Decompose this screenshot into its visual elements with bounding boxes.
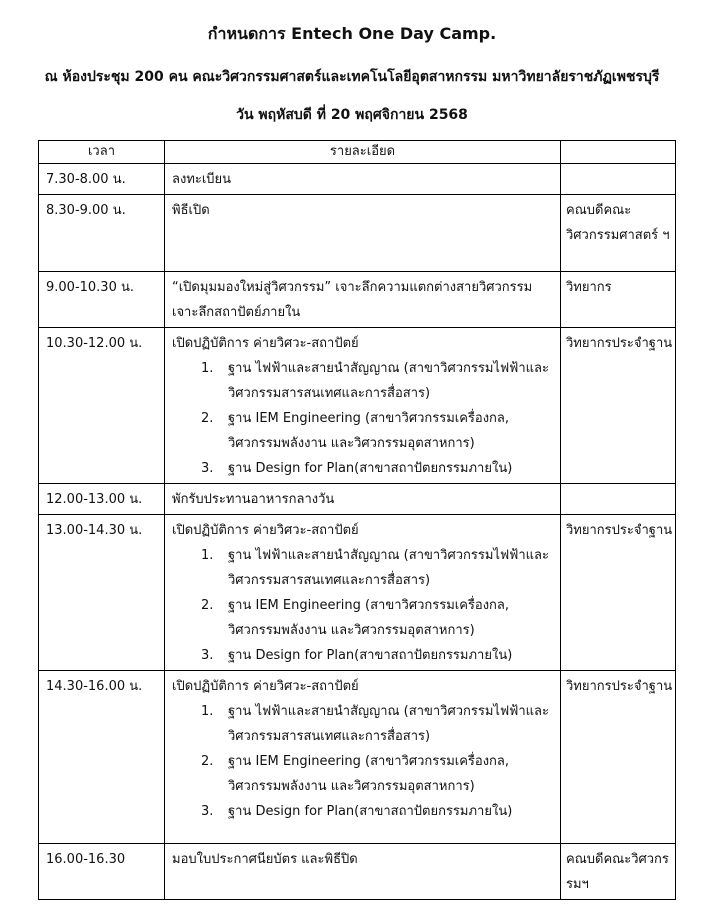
station-number: 3. xyxy=(201,804,214,819)
station-item xyxy=(172,543,554,593)
table-row xyxy=(39,195,676,272)
activity-title: เปิดปฏิบัติการ ค่ายวิศวะ-สถาปัตย์ xyxy=(172,523,359,538)
station-text: ฐาน ไฟฟ้าและสายนำสัญญาณ (สาขาวิศวกรรมไฟฟ้าและวิศวกรรมสารสนเทศและการสื่อสาร) xyxy=(228,704,550,744)
row-detail: ลงทะเบียน xyxy=(165,164,561,195)
row-responsible: วิทยากรประจำฐาน xyxy=(561,328,676,484)
table-row xyxy=(39,484,676,515)
station-item xyxy=(172,593,554,643)
row-responsible: คณบดีคณะวิศวกรรมศาสตร์ ฯ xyxy=(561,195,676,272)
station-item xyxy=(172,356,554,406)
row-detail xyxy=(165,328,561,484)
station-item xyxy=(172,799,554,824)
station-number: 3. xyxy=(201,648,214,663)
row-time: 7.30-8.00 น. xyxy=(39,164,165,195)
station-list xyxy=(172,699,554,824)
station-item xyxy=(172,699,554,749)
row-detail: “เปิดมุมมองใหม่สู่วิศวกรรม” เจาะลึกความแตกต่างสายวิศวกรรม เจาะลึกสถาปัตย์ภายใน xyxy=(165,272,561,328)
row-responsible xyxy=(561,484,676,515)
row-detail xyxy=(165,671,561,844)
venue-line: ณ ห้องประชุม 200 คน คณะวิศวกรรมศาสตร์และเทคโนโลยีอุตสาหกรรม มหาวิทยาลัยราชภัฏเพชรบุรี xyxy=(44,69,660,85)
row-time: 8.30-9.00 น. xyxy=(39,195,165,272)
station-text: ฐาน Design for Plan(สาขาสถาปัตยกรรมภายใน) xyxy=(228,648,513,663)
row-time: 14.30-16.00 น. xyxy=(39,671,165,844)
station-text: ฐาน ไฟฟ้าและสายนำสัญญาณ (สาขาวิศวกรรมไฟฟ้าและวิศวกรรมสารสนเทศและการสื่อสาร) xyxy=(228,548,550,588)
activity-title: เปิดปฏิบัติการ ค่ายวิศวะ-สถาปัตย์ xyxy=(172,336,359,351)
row-time: 13.00-14.30 น. xyxy=(39,515,165,671)
row-detail: พิธีเปิด xyxy=(165,195,561,272)
station-number: 3. xyxy=(201,461,214,476)
station-text: ฐาน IEM Engineering (สาขาวิศวกรรมเครื่องกล, วิศวกรรมพลังงาน และวิศวกรรมอุตสาหการ) xyxy=(228,598,510,638)
station-item xyxy=(172,406,554,456)
station-text: ฐาน IEM Engineering (สาขาวิศวกรรมเครื่องกล, วิศวกรรมพลังงาน และวิศวกรรมอุตสาหการ) xyxy=(228,411,510,451)
station-number: 1. xyxy=(201,548,214,563)
date-line: วัน พฤหัสบดี ที่ 20 พฤศจิกายน 2568 xyxy=(236,107,468,123)
row-time: 16.00-16.30 xyxy=(39,844,165,900)
row-detail: มอบใบประกาศนียบัตร และพิธีปิด xyxy=(165,844,561,900)
schedule-table xyxy=(38,140,676,900)
table-row xyxy=(39,272,676,328)
header-time: เวลา xyxy=(39,141,165,164)
station-number: 2. xyxy=(201,754,214,769)
station-text: ฐาน Design for Plan(สาขาสถาปัตยกรรมภายใน) xyxy=(228,461,513,476)
station-text: ฐาน ไฟฟ้าและสายนำสัญญาณ (สาขาวิศวกรรมไฟฟ้าและวิศวกรรมสารสนเทศและการสื่อสาร) xyxy=(228,361,550,401)
table-header-row xyxy=(39,141,676,164)
station-text: ฐาน IEM Engineering (สาขาวิศวกรรมเครื่องกล, วิศวกรรมพลังงาน และวิศวกรรมอุตสาหการ) xyxy=(228,754,510,794)
row-responsible: วิทยากรประจำฐาน xyxy=(561,671,676,844)
table-row xyxy=(39,844,676,900)
row-responsible: คณบดีคณะวิศวกรรมฯ xyxy=(561,844,676,900)
station-number: 2. xyxy=(201,411,214,426)
row-responsible: วิทยากร xyxy=(561,272,676,328)
station-item xyxy=(172,749,554,799)
table-row xyxy=(39,515,676,671)
station-number: 2. xyxy=(201,598,214,613)
row-responsible: วิทยากรประจำฐาน xyxy=(561,515,676,671)
station-item xyxy=(172,643,554,668)
station-text: ฐาน Design for Plan(สาขาสถาปัตยกรรมภายใน) xyxy=(228,804,513,819)
station-list xyxy=(172,543,554,668)
row-time: 12.00-13.00 น. xyxy=(39,484,165,515)
document-title: กำหนดการ Entech One Day Camp. xyxy=(207,24,497,43)
header-responsible xyxy=(561,141,676,164)
table-row xyxy=(39,671,676,844)
table-row xyxy=(39,328,676,484)
row-detail xyxy=(165,515,561,671)
station-item xyxy=(172,456,554,481)
station-number: 1. xyxy=(201,704,214,719)
row-responsible xyxy=(561,164,676,195)
row-time: 9.00-10.30 น. xyxy=(39,272,165,328)
header-details: รายละเอียด xyxy=(165,141,561,164)
station-list xyxy=(172,356,554,481)
row-detail: พักรับประทานอาหารกลางวัน xyxy=(165,484,561,515)
station-number: 1. xyxy=(201,361,214,376)
row-time: 10.30-12.00 น. xyxy=(39,328,165,484)
table-row xyxy=(39,164,676,195)
activity-title: เปิดปฏิบัติการ ค่ายวิศวะ-สถาปัตย์ xyxy=(172,679,359,694)
